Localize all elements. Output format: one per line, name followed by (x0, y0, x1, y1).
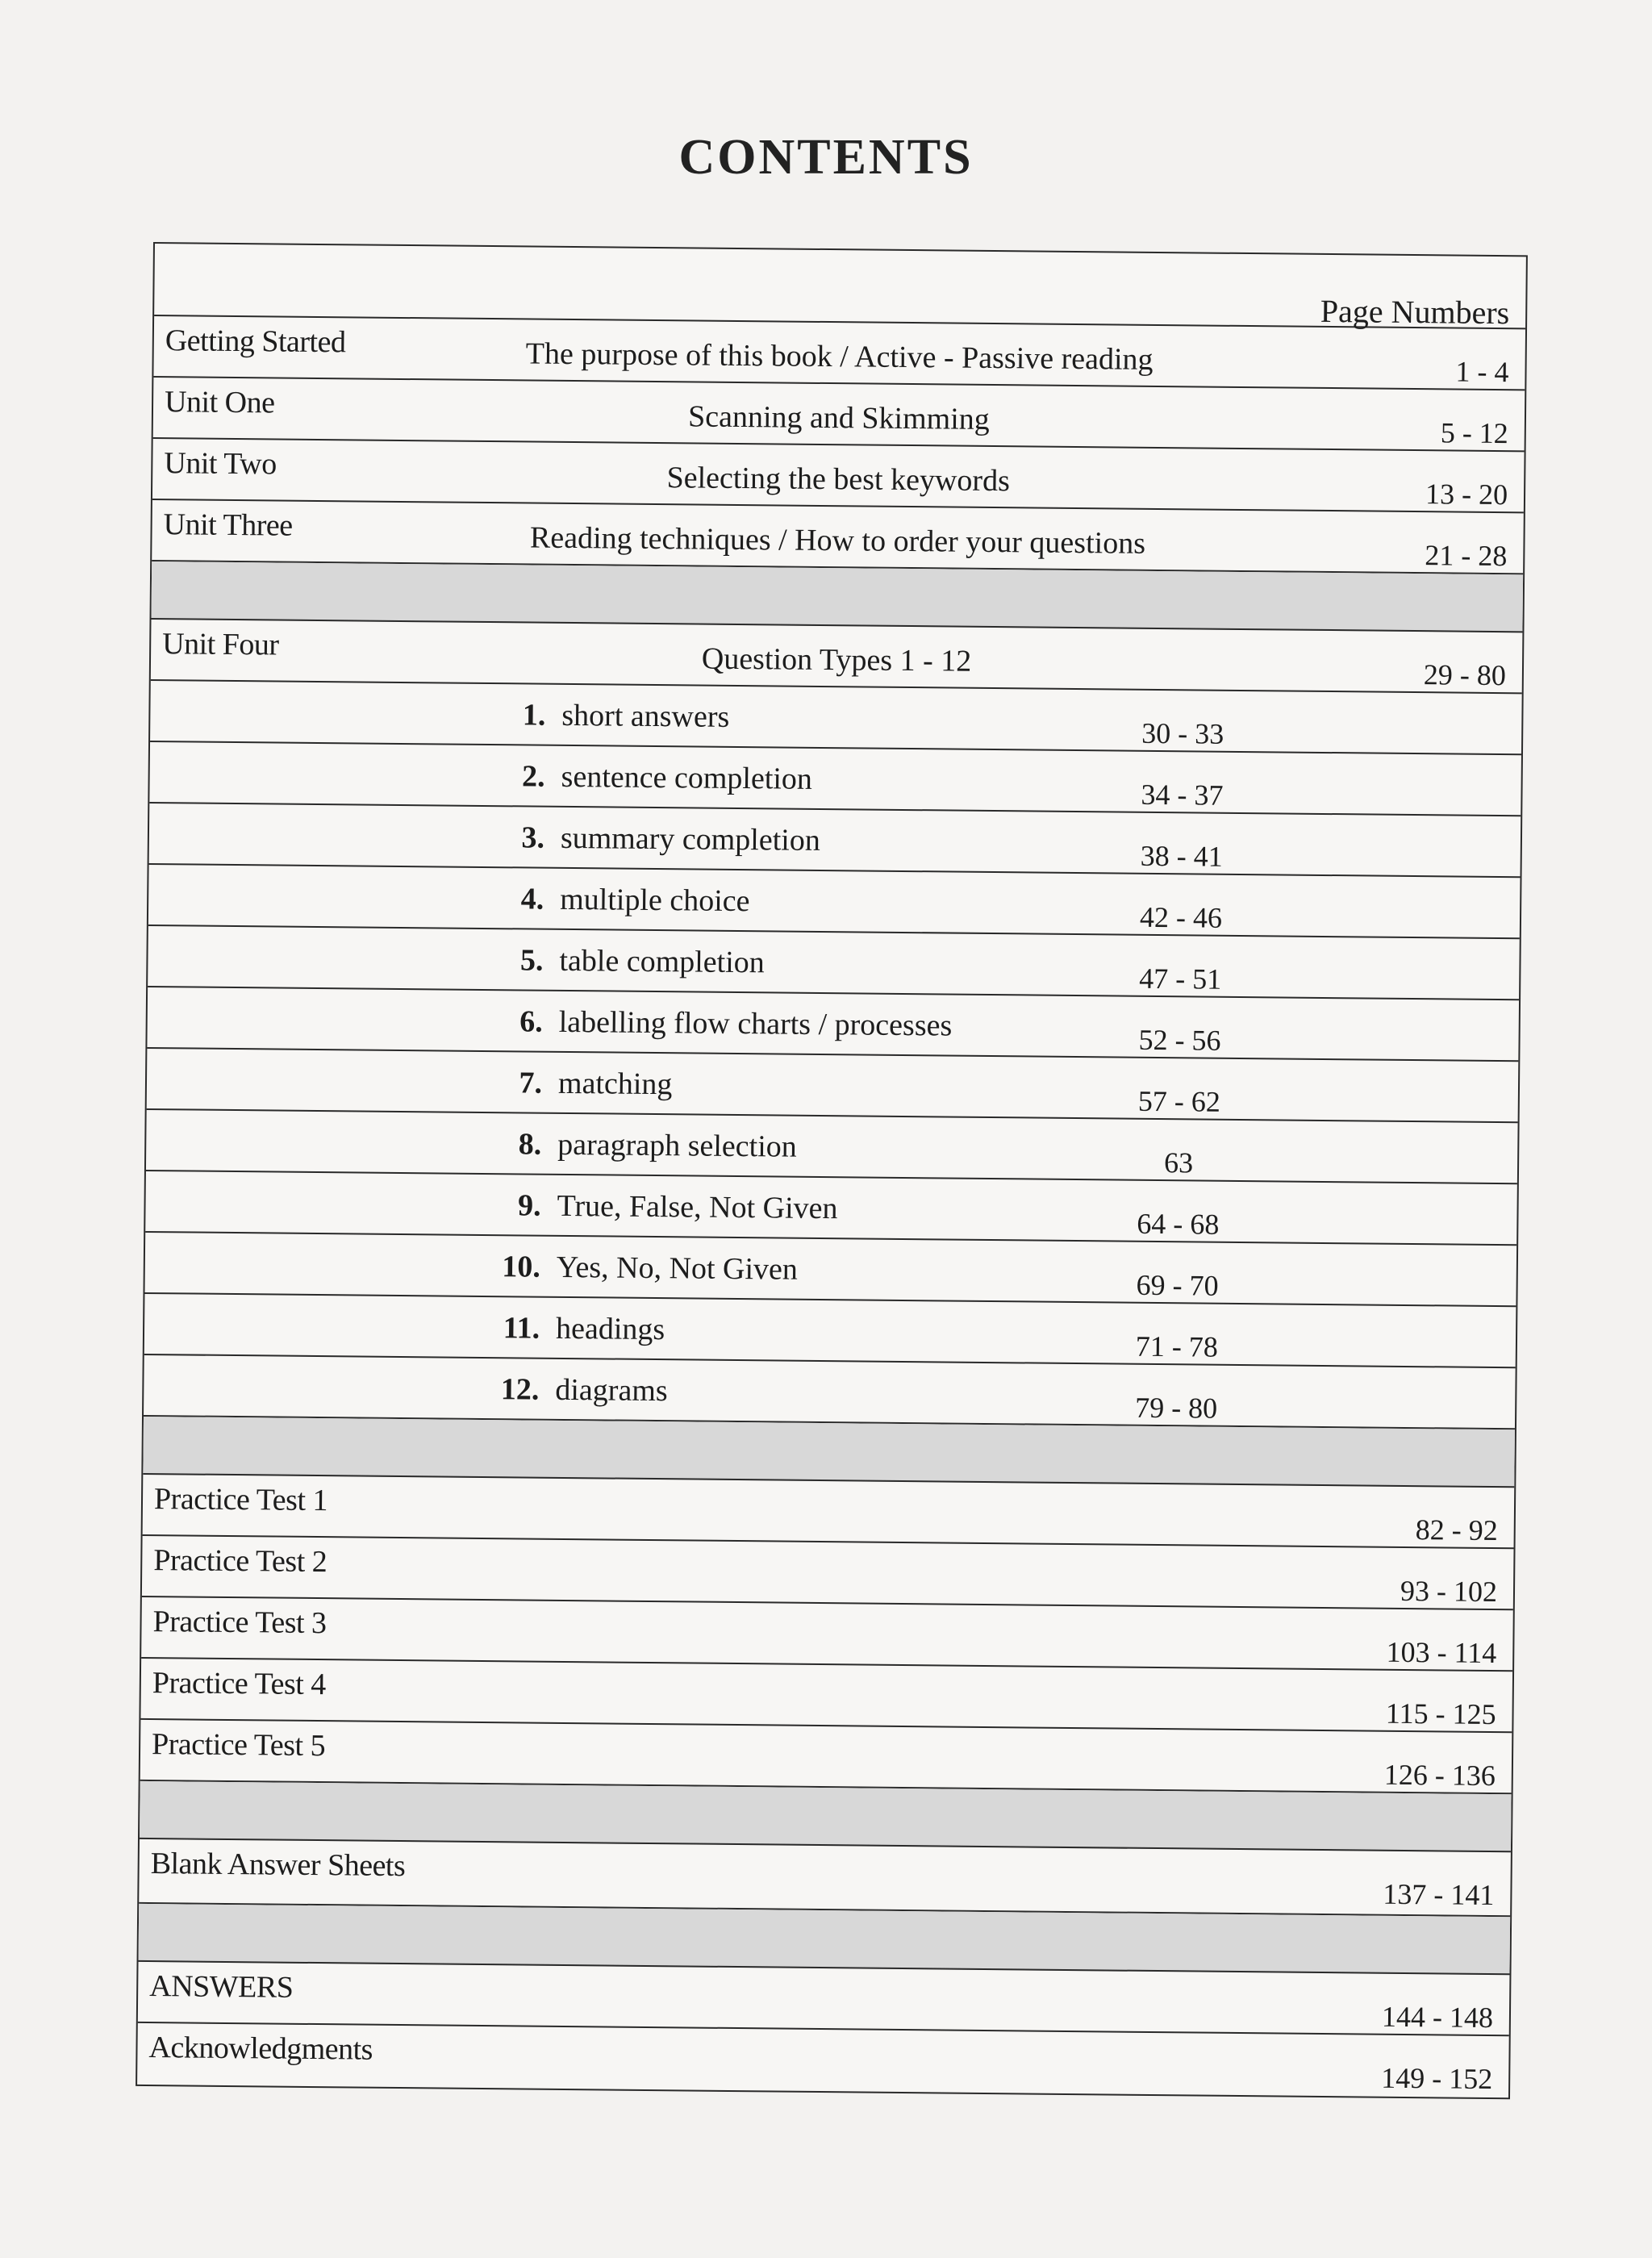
question-type-number: 4. (520, 882, 544, 916)
unit-pages: 29 - 80 (1423, 658, 1507, 692)
question-type-number: 1. (522, 698, 546, 732)
question-type-name: sentence completion (561, 759, 813, 796)
practice-test-pages: 103 - 114 (1386, 1635, 1497, 1670)
practice-test-label: Practice Test 1 (153, 1482, 328, 1518)
unit-label: Getting Started (165, 323, 346, 360)
practice-test-label: Practice Test 4 (152, 1666, 326, 1702)
practice-test-pages: 93 - 102 (1400, 1574, 1498, 1609)
practice-test-pages: 115 - 125 (1385, 1697, 1496, 1731)
question-type-name: Yes, No, Not Given (556, 1250, 799, 1287)
question-type-name: table completion (559, 943, 765, 980)
question-type-pages: 57 - 62 (1137, 1084, 1221, 1118)
question-type-number: 7. (519, 1066, 543, 1100)
question-type-number: 3. (521, 820, 545, 855)
question-type-number: 12. (500, 1372, 540, 1407)
unit-description: Scanning and Skimming (687, 399, 990, 436)
page-title: CONTENTS (678, 130, 974, 185)
blank-answer-sheets-label: Blank Answer Sheets (150, 1847, 406, 1884)
question-type-pages: 30 - 33 (1141, 716, 1224, 750)
question-type-name: paragraph selection (557, 1127, 797, 1164)
question-type-number: 11. (503, 1311, 540, 1346)
practice-test-label: Practice Test 5 (151, 1727, 326, 1763)
question-type-number: 5. (519, 943, 544, 978)
answers-label: ANSWERS (149, 1969, 294, 2005)
practice-test-label: Practice Test 3 (152, 1605, 327, 1641)
question-type-number: 2. (521, 759, 545, 794)
question-type-name: summary completion (560, 820, 821, 858)
question-type-pages: 47 - 51 (1139, 962, 1222, 995)
question-type-pages: 79 - 80 (1134, 1391, 1218, 1425)
question-type-pages: 38 - 41 (1140, 839, 1223, 873)
question-type-name: headings (555, 1311, 665, 1347)
table-header-row (154, 244, 1526, 332)
toc-row-acknowledgments (137, 2023, 1509, 2097)
contents-table (136, 242, 1528, 2099)
question-type-name: diagrams (555, 1372, 668, 1409)
unit-pages: 1 - 4 (1455, 355, 1509, 389)
question-type-name: short answers (561, 698, 730, 734)
question-type-pages: 42 - 46 (1139, 900, 1223, 934)
unit-description: The purpose of this book / Active - Passive reading (525, 336, 1153, 377)
answers-pages: 144 - 148 (1381, 2000, 1494, 2035)
question-type-pages: 34 - 37 (1141, 778, 1224, 812)
question-type-name: matching (557, 1066, 673, 1102)
question-type-pages: 63 (1163, 1146, 1194, 1179)
page-numbers-header: Page Numbers (1320, 292, 1510, 332)
unit-pages: 5 - 12 (1440, 416, 1508, 450)
unit-pages: 13 - 20 (1425, 478, 1508, 511)
unit-description: Question Types 1 - 12 (701, 641, 972, 678)
unit-label: Unit Three (163, 507, 293, 543)
question-type-pages: 71 - 78 (1135, 1329, 1219, 1363)
blank-answer-sheets-pages: 137 - 141 (1383, 1877, 1495, 1912)
question-type-pages: 64 - 68 (1137, 1207, 1220, 1241)
acknowledgments-label: Acknowledgments (148, 2031, 373, 2067)
practice-test-pages: 82 - 92 (1415, 1513, 1498, 1547)
question-type-number: 8. (518, 1127, 542, 1162)
question-type-number: 9. (517, 1188, 541, 1223)
unit-description: Selecting the best keywords (666, 461, 1011, 499)
practice-test-label: Practice Test 2 (153, 1543, 327, 1580)
practice-test-pages: 126 - 136 (1383, 1758, 1496, 1793)
unit-description: Reading techniques / How to order your questions (529, 520, 1146, 561)
question-type-pages: 52 - 56 (1138, 1023, 1221, 1057)
unit-label: Unit One (164, 385, 275, 420)
question-type-name: multiple choice (559, 882, 750, 919)
question-type-name: labelling flow charts / processes (558, 1004, 953, 1043)
unit-pages: 21 - 28 (1425, 539, 1508, 573)
unit-label: Unit Two (164, 446, 277, 482)
question-type-pages: 69 - 70 (1136, 1268, 1219, 1302)
question-type-number: 10. (502, 1250, 541, 1284)
question-type-name: True, False, Not Given (557, 1188, 838, 1226)
acknowledgments-pages: 149 - 152 (1381, 2061, 1493, 2096)
question-type-number: 6. (519, 1004, 543, 1039)
unit-label: Unit Four (162, 627, 279, 662)
